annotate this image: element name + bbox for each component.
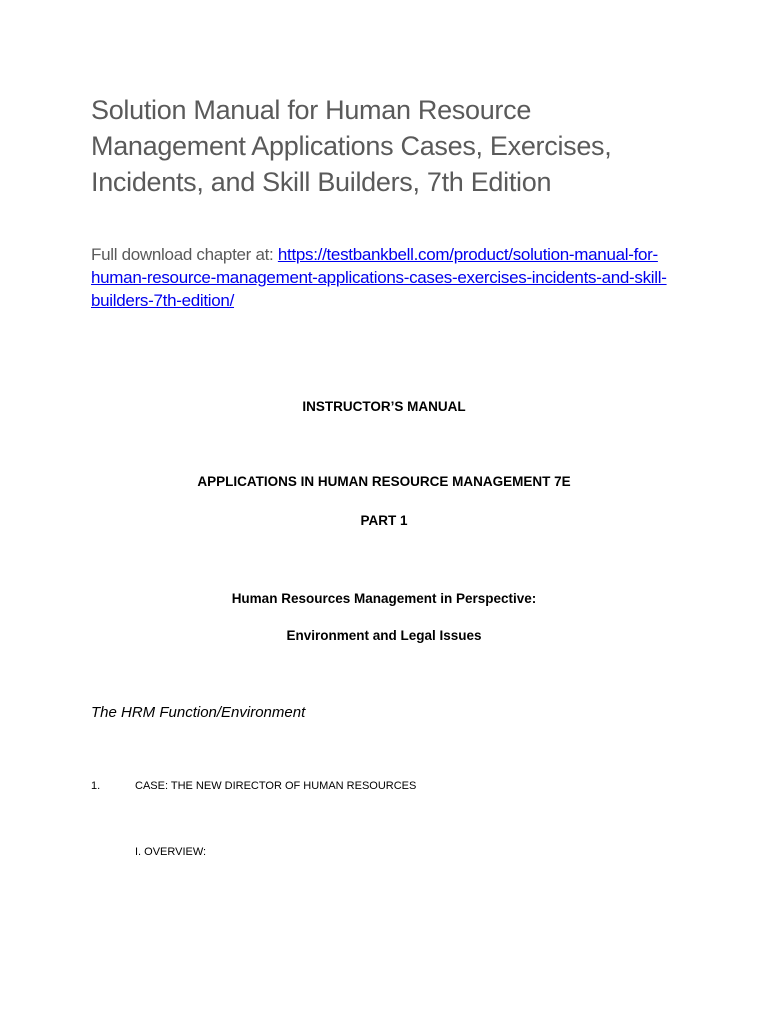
case-title: CASE: THE NEW DIRECTOR OF HUMAN RESOURCES <box>135 780 417 792</box>
part-subtitle-2: Environment and Legal Issues <box>286 628 482 643</box>
part-heading: PART 1 <box>360 513 408 528</box>
case-number: 1. <box>91 780 101 792</box>
download-paragraph <box>91 243 691 312</box>
applications-heading: APPLICATIONS IN HUMAN RESOURCE MANAGEMENT 7E <box>197 474 571 489</box>
download-prefix: Full download chapter at: <box>91 245 278 264</box>
section-title: The HRM Function/Environment <box>91 704 306 721</box>
part-subtitle-1: Human Resources Management in Perspective: <box>231 591 537 606</box>
download-link[interactable]: https://testbankbell.com/product/solution-manual-for-human-resource-management-applications-cases-exercises-incidents-and-skill-builders-7th-edition/ <box>91 245 667 310</box>
instructor-manual-heading: INSTRUCTOR’S MANUAL <box>302 399 466 414</box>
overview-heading: I. OVERVIEW: <box>135 846 207 858</box>
document-title: Solution Manual for Human Resource Management Applications Cases, Exercises, Incidents, and Skill Builders, 7th Edition <box>91 95 612 197</box>
